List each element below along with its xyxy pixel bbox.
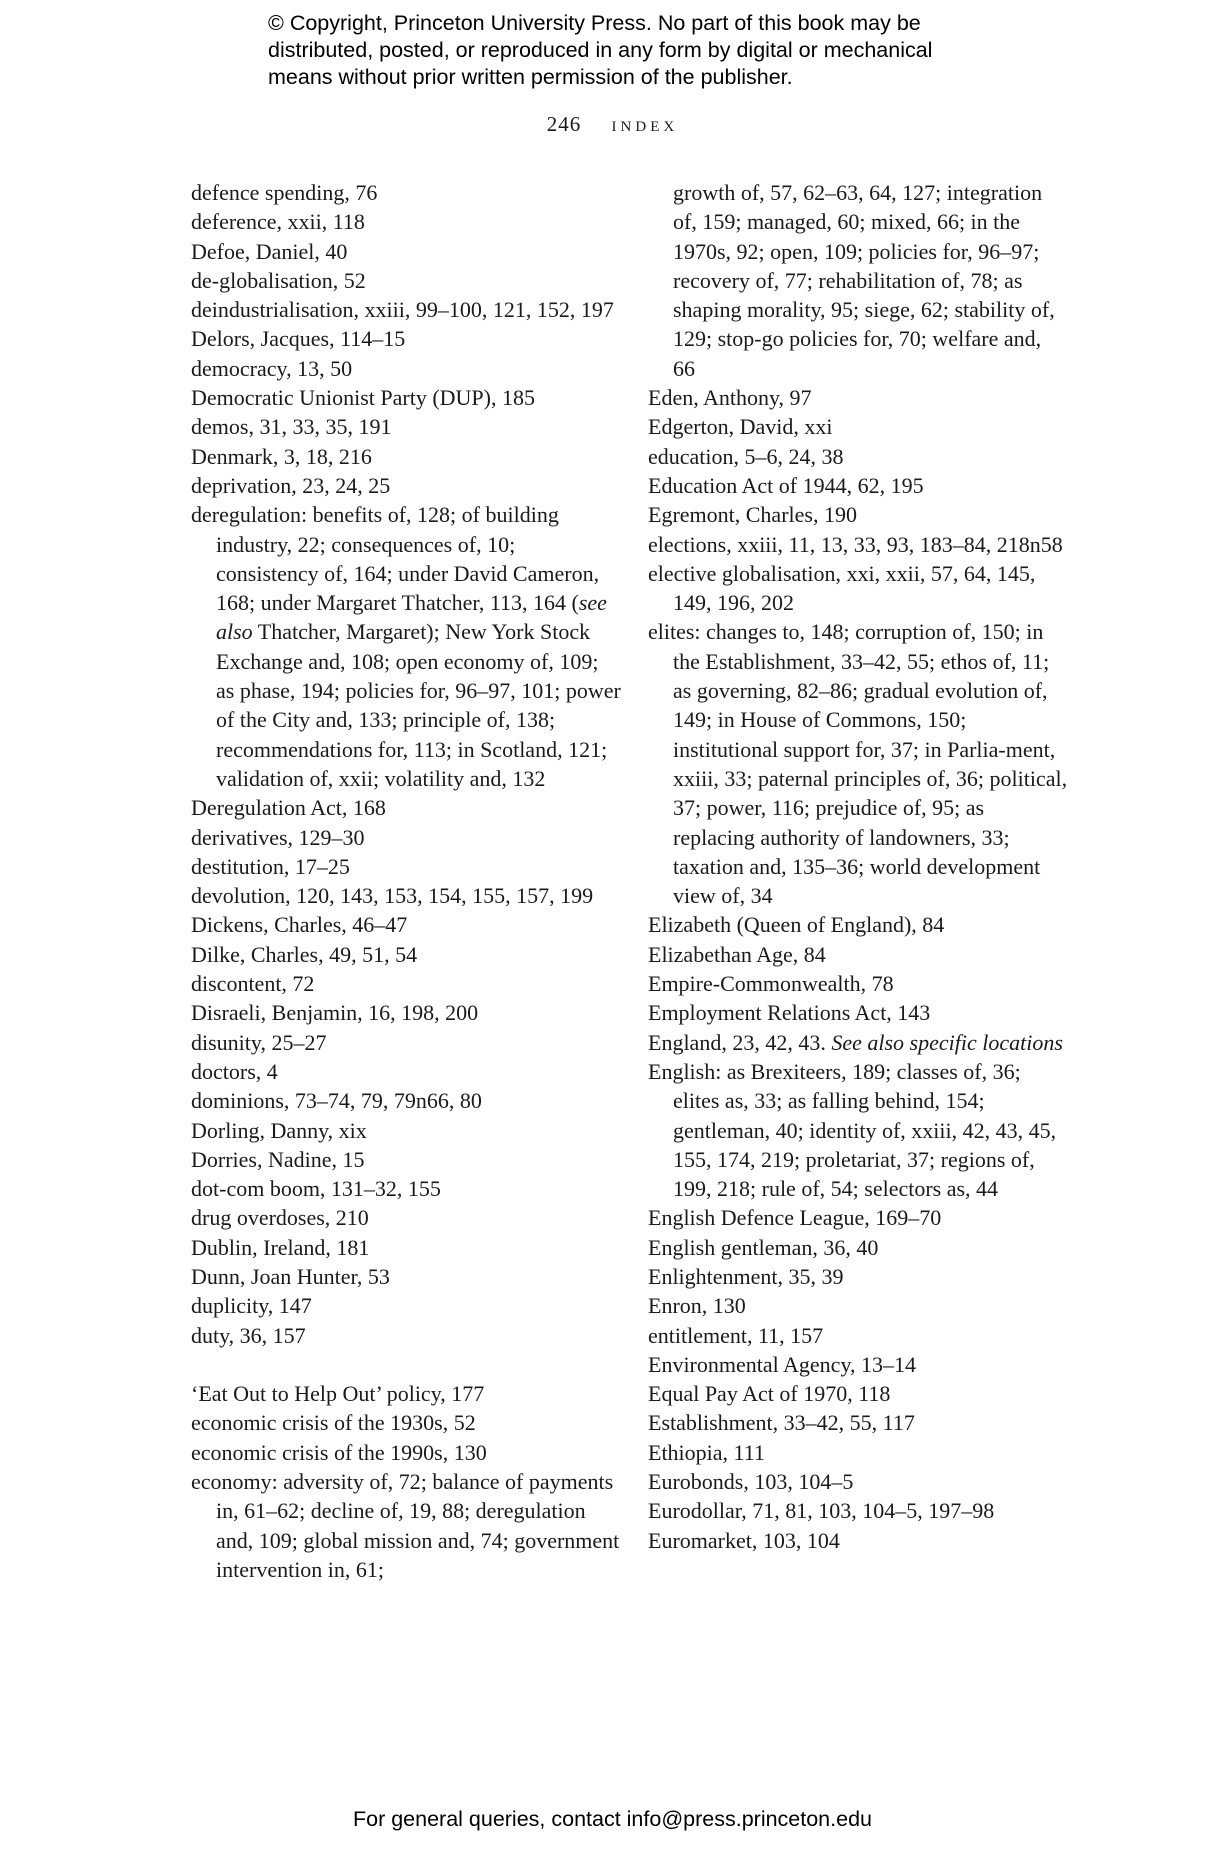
index-entry: derivatives, 129–30 <box>191 824 365 850</box>
running-title: index <box>611 112 679 136</box>
index-entry: Dunn, Joan Hunter, 53 <box>191 1263 390 1289</box>
index-entry: Elizabethan Age, 84 <box>648 941 826 967</box>
index-entry: demos, 31, 33, 35, 191 <box>191 414 392 440</box>
index-entry: doctors, 4 <box>191 1058 278 1084</box>
index-column-right <box>648 178 1068 1555</box>
index-entry: English: as Brexiteers, 189; classes of, 36; elites as, 33; as falling behind, 154; gentleman, 40; identity of, xxiii, 42, 43, 45, 155, 174, 219; proletariat, 37; regions of, 199, 218; rule of, 54; selectors as, 44 <box>648 1058 1057 1202</box>
footer-contact: For general queries, contact info@press.princeton.edu <box>352 1807 872 1831</box>
copyright-notice <box>268 10 1068 91</box>
index-entry: elective globalisation, xxi, xxii, 57, 64, 145, 149, 196, 202 <box>648 560 1036 616</box>
index-entry: Denmark, 3, 18, 216 <box>191 443 372 469</box>
index-entry: Deregulation Act, 168 <box>191 795 386 821</box>
index-entry: deregulation: benefits of, 128; of building industry, 22; consequences of, 10; consistency of, 164; under David Cameron, 168; under Margaret Thatcher, 113, 164 (see also Thatcher, Margaret); New York Stock Exchange and, 108; open economy of, 109; as phase, 194; policies for, 96–97, 101; power of the City and, 133; principle of, 138; recommendations for, 113; in Scotland, 121; validation of, xxii; volatility and, 132 <box>191 502 621 791</box>
index-entry: England, 23, 42, 43. See also specific locations <box>648 1029 1063 1055</box>
index-entry: Education Act of 1944, 62, 195 <box>648 472 924 498</box>
index-entry: Equal Pay Act of 1970, 118 <box>648 1381 891 1407</box>
index-entry: duplicity, 147 <box>191 1293 312 1319</box>
index-entry: Empire-Commonwealth, 78 <box>648 971 894 997</box>
index-entry: deference, xxii, 118 <box>191 209 365 235</box>
index-entry: Dorries, Nadine, 15 <box>191 1146 365 1172</box>
index-entry: democracy, 13, 50 <box>191 355 353 381</box>
index-column-left <box>191 178 621 1584</box>
index-entry: entitlement, 11, 157 <box>648 1322 824 1348</box>
index-entry: Dilke, Charles, 49, 51, 54 <box>191 941 418 967</box>
index-entry: English gentleman, 36, 40 <box>648 1234 879 1260</box>
index-entry: ‘Eat Out to Help Out’ policy, 177 <box>191 1381 485 1407</box>
index-entry: Dorling, Danny, xix <box>191 1117 367 1143</box>
index-entry: defence spending, 76 <box>191 180 378 205</box>
index-entry: education, 5–6, 24, 38 <box>648 443 844 469</box>
index-entry: Eurodollar, 71, 81, 103, 104–5, 197–98 <box>648 1498 995 1524</box>
index-entry: elections, xxiii, 11, 13, 33, 93, 183–84, 218n58 <box>648 531 1063 557</box>
index-entry: dominions, 73–74, 79, 79n66, 80 <box>191 1088 482 1114</box>
index-entry: Ethiopia, 111 <box>648 1439 765 1465</box>
index-entry: deprivation, 23, 24, 25 <box>191 472 391 498</box>
index-entry: Enron, 130 <box>648 1293 746 1319</box>
index-entry: duty, 36, 157 <box>191 1322 306 1348</box>
index-entry: economic crisis of the 1930s, 52 <box>191 1410 476 1436</box>
copyright-line: means without prior written permission of the publisher. <box>268 65 793 89</box>
index-entry-continued: growth of, 57, 62–63, 64, 127; integration of, 159; managed, 60; mixed, 66; in the 1970s, 92; open, 109; policies for, 96–97; recovery of, 77; rehabilitation of, 78; as shaping morality, 95; siege, 62; stability of, 129; stop-go policies for, 70; welfare and, 66 <box>673 180 1055 381</box>
copyright-line: distributed, posted, or reproduced in any form by digital or mechanical <box>268 38 933 62</box>
index-entry: Euromarket, 103, 104 <box>648 1527 840 1553</box>
index-entry: Disraeli, Benjamin, 16, 198, 200 <box>191 1000 479 1026</box>
index-entry: Employment Relations Act, 143 <box>648 1000 931 1026</box>
index-entry: Establishment, 33–42, 55, 117 <box>648 1410 915 1436</box>
index-entry: English Defence League, 169–70 <box>648 1205 942 1231</box>
index-entry: Dublin, Ireland, 181 <box>191 1234 370 1260</box>
running-head <box>0 112 1225 137</box>
index-entry: disunity, 25–27 <box>191 1029 327 1055</box>
index-entry: Edgerton, David, xxi <box>648 414 833 440</box>
index-entry: elites: changes to, 148; corruption of, 150; in the Establishment, 33–42, 55; ethos of, 11; as governing, 82–86; gradual evolution of, 149; in House of Commons, 150; institutional support for, 37; in Parlia-ment, xxiii, 33; paternal principles of, 36; political, 37; power, 116; prejudice of, 95; as replacing authority of landowners, 33; taxation and, 135–36; world development view of, 34 <box>648 619 1068 909</box>
page-number: 246 <box>546 112 582 136</box>
index-entry: devolution, 120, 143, 153, 154, 155, 157, 199 <box>191 883 594 909</box>
index-entry: Eden, Anthony, 97 <box>648 385 812 411</box>
copyright-line: © Copyright, Princeton University Press. No part of this book may be <box>268 11 921 35</box>
index-entry: Dickens, Charles, 46–47 <box>191 912 408 938</box>
index-entry: Democratic Unionist Party (DUP), 185 <box>191 385 535 411</box>
index-entry: dot-com boom, 131–32, 155 <box>191 1176 441 1202</box>
index-entry: economy: adversity of, 72; balance of payments in, 61–62; decline of, 19, 88; deregulation and, 109; global mission and, 74; government intervention in, 61; <box>191 1469 620 1582</box>
index-entry: Enlightenment, 35, 39 <box>648 1263 844 1289</box>
index-entry: Defoe, Daniel, 40 <box>191 238 348 264</box>
index-entry: Elizabeth (Queen of England), 84 <box>648 912 945 938</box>
index-entry: destitution, 17–25 <box>191 853 350 879</box>
index-entry: deindustrialisation, xxiii, 99–100, 121, 152, 197 <box>191 297 614 323</box>
index-entry: drug overdoses, 210 <box>191 1205 369 1231</box>
index-entry: de-globalisation, 52 <box>191 267 366 293</box>
index-entry: Environmental Agency, 13–14 <box>648 1351 917 1377</box>
index-entry: Delors, Jacques, 114–15 <box>191 326 406 352</box>
index-entry: Eurobonds, 103, 104–5 <box>648 1469 854 1495</box>
index-entry: economic crisis of the 1990s, 130 <box>191 1439 487 1465</box>
index-entry: Egremont, Charles, 190 <box>648 502 857 528</box>
index-entry: discontent, 72 <box>191 971 315 997</box>
